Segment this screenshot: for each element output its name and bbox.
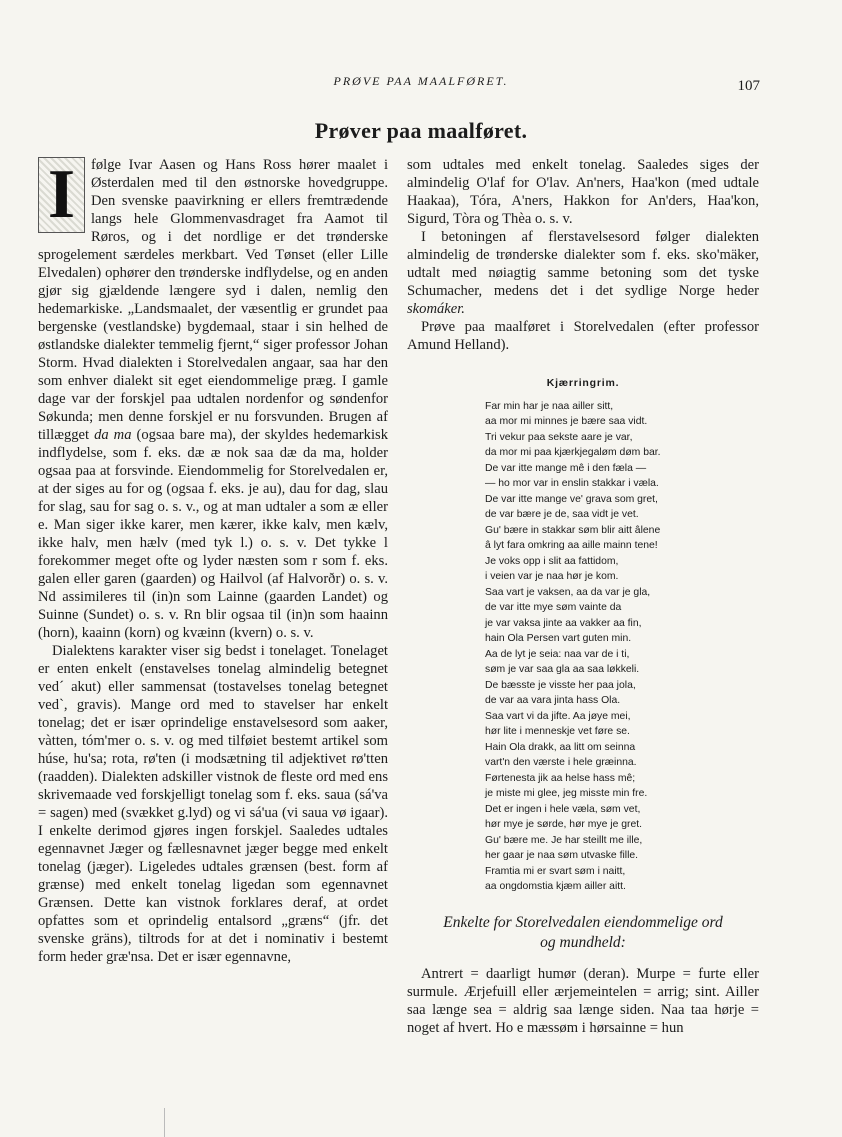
intro-paragraph — [38, 156, 388, 642]
glossary-heading-line-1: Enkelte for Storelvedalen eiendommelige ord — [443, 913, 723, 931]
running-head: PRØVE PAA MAALFØRET. — [333, 74, 509, 88]
poem-line: — ho mor var in enslin stakkar i væla. — [485, 478, 659, 489]
glossary-heading — [407, 913, 759, 953]
poem-line: vart'n den værste i hele græinna. — [485, 757, 637, 768]
poem-line: Gu' bære in stakkar søm blir aitt âlene — [485, 524, 661, 536]
poem-line: Framtia mi er svart søm i naitt, — [485, 865, 626, 877]
glossary-paragraph: Antrert = daarligt humør (deran). Murpe = furte eller surmule. Ærjefuill eller ærjemeintelen = arrig; sint. Ailler saa længe sea = aldrig saa længe siden. Naa taa hørje = noget af hvert. Ho e mæssøm i hørsainne = hun — [407, 965, 759, 1036]
poem-line: søm je var saa gla aa saa løkkeli. — [485, 664, 640, 675]
poem-line: â lyt fara omkring aa aille mainn tene! — [485, 540, 658, 551]
poem-line: de var aa vara jinta hass Ola. — [485, 695, 621, 706]
poem-line: i veien var je naa hør je kom. — [485, 571, 619, 582]
right-column — [407, 156, 759, 1037]
poem-line: Far min har je naa ailler sitt, — [485, 400, 614, 412]
emphasis-da-ma: da ma — [94, 427, 132, 443]
glossary-heading-line-2: og mundheld: — [540, 933, 626, 951]
poem-line: je var vaksa jinte aa vakker aa fin, — [485, 617, 642, 629]
poem-line: hain Ola Persen vart guten min. — [485, 633, 632, 644]
poem-line: aa ongdomstia kjæm ailler aitt. — [485, 881, 626, 892]
page-number: 107 — [737, 78, 760, 94]
poem-line: Gu' bære me. Je har steillt me ille, — [485, 834, 643, 846]
page-header — [0, 70, 842, 94]
initial-letter: I — [47, 156, 76, 233]
poem-title: Kjærringrim. — [546, 377, 620, 389]
poem-line: De bæsste je visste her paa jola, — [485, 679, 636, 691]
betoning-text: I betoningen af flerstavelsesord følger dialekten almindelig de trønderske dialekter som f. eks. sko'mäker, udtalt med nøiagtig samme betoning som det tyske Schumacher, medens det i det sydlige Norge heder — [407, 229, 759, 299]
poem-line: hør mye je sørde, hør mye je gret. — [485, 819, 643, 830]
poem-line: Hain Ola drakk, aa litt om seinna — [485, 741, 636, 753]
tonelag-paragraph: Dialektens karakter viser sig bedst i tonelaget. Tonelaget er enten enkelt (enstavelses tonelag almindelig betegnet ved´ akut) eller sammensat (tostavelses tonelag betegnet ved`, gravis). Mange ord med to stavelser har enkelt tonelag; det er især oprindelige enstavelsesord som aaker, vàtten, tóm'mer o. s. v. og med tilføiet bestemt artikel som húse, hu'sa; rota, rø'ten (i modsætning til adjektivet rø'tten (raadden). Dialekten adskiller vistnok de fleste ord med ens skrivemaade ved forskjelligt tonelag som f. eks. saua (sá'va = sagen) med (svækket g.lyd) og vi sá'ua (vi saua vø igaar). I enkelte derimod gjøres ingen forskjel. Saaledes udtales egennavnet Jæger og fællesnavnet jæger begge med enkelt tonelag (jæger). Ligeledes udtales grænsen (best. form af grænse) med enkelt tonelag ligedan som egennavnet Grænsen. Dette kan vistnok forklares deraf, at ordet opfattes som et oprindelig entalsord „græns“ (jfr. det svenske gräns), tiltrods for at det i nominativ i bestemt form heder græ'nsa. Det er især egennavne, — [38, 643, 388, 965]
left-column — [38, 156, 388, 966]
poem-line: de var bære je de, saa vidt je vet. — [485, 509, 639, 520]
article-title: Prøver paa maalføret. — [314, 118, 528, 143]
poem-line: De var itte mange ve' grava som gret, — [485, 493, 658, 505]
ornamental-initial — [38, 157, 85, 233]
poem-line: Førtenesta jik aa helse hass mê; — [485, 772, 636, 784]
poem-line: Tri vekur paa sekste aare je var, — [485, 431, 633, 443]
poem-line: aa mor mi minnes je bære saa vidt. — [485, 416, 648, 427]
poem-line: Je voks opp i slit aa fattidom, — [485, 555, 619, 567]
poem-line: Aa de lyt je seia: naa var de i ti, — [485, 648, 630, 660]
poem-lines — [407, 399, 759, 895]
poem-line: Saa vart vi da jifte. Aa jøye mei, — [485, 710, 631, 722]
poem — [407, 376, 759, 895]
poem-line: je miste mi glee, jeg misste min fre. — [485, 788, 648, 799]
poem-line: her gaar je naa søm utvaske fille. — [485, 850, 639, 861]
emphasis-skomaker: skomáker. — [407, 301, 465, 317]
poem-line: Saa vart je vaksen, aa da var je gla, — [485, 586, 651, 598]
intro-text-continued: (ogsaa bare ma), der skyldes hedemarkisk indflydelse, som f. eks. dæ æ nok saa dæ da ma, holder ogsaa paa at forsvinde. Eiendommelig for Storelvedalen er, at der siges au for og (ogsaa f. eks. je au), dau for dag, slau for slag, sau for sag o. s. v., og at man udtaler a som æ eller e. Man siger ikke karer, men kærer, ikke kalv, men kælv, ikke halv, men hælv (med tyk l.) o. s. v. Det tykke l forekommer meget ofte og lyder næsten som r som f. eks. galen eller garen (gaarden) og Hailvol (af Halvorðr) o. s. v. Nd assimileres til (in)n som Lainne (gaarden Landet) og Suinne (Sundet) o. s. v. Rn blir ogsaa til (in)n som haainn (horn), kaainn (korn) og kvæinn (kvern) o. s. v. — [38, 427, 388, 641]
poem-line: da mor mi paa kjærkjegaløm døm bar. — [485, 447, 661, 458]
poem-line: de var itte mye søm vainte da — [485, 602, 622, 613]
betoning-paragraph — [407, 228, 759, 318]
page-edge-mark — [164, 1108, 165, 1137]
poem-line: De var itte mange mê i den fæla — — [485, 462, 647, 474]
poem-line: hør lite i menneskje vet føre se. — [485, 726, 630, 737]
poem-line: Det er ingen i hele væla, søm vet, — [485, 803, 641, 815]
intro-text: følge Ivar Aasen og Hans Ross hører maalet i Østerdalen med til den østnorske hovedgruppe. Den svenske paavirkning er ellers fremtrædende langs hele Glommenvasdraget fra Aamot til Røros, og i det nordlige er det trønderske sprogelement særdeles merkbart. Ved Tønset (eller Lille Elvedalen) ophører den trønderske indflydelse, og en anden gjør sig gjældende længere syd i dalen, nemlig den hedemarkiske. „Landsmaalet, der væsentlig er grundet paa bergenske (vestlandske) bygdemaal, staar i sin helhed de østlandske dialekter temmelig fjernt,“ siger professor Johan Storm. Hvad dialekten i Storelvedalen angaar, saa har den som enhver dialekt sit eget eiendommelige præg. I gamle dage var der forskjel paa udtalen nordenfor og søndenfor Søkunda; men denne forskjel er nu forsvunden. Brugen af tillægget — [38, 157, 388, 443]
sample-intro-paragraph: Prøve paa maalføret i Storelvedalen (efter professor Amund Helland). — [407, 319, 759, 353]
egennavne-paragraph: som udtales med enkelt tonelag. Saaledes siges der almindelig O'laf for O'lav. An'ners, Haa'kon (med udtale Haakaa), Tóra, A'ners, Hakkon for An'ders, Haa'kon, Sigurd, Tòra og Thèa o. s. v. — [407, 157, 759, 227]
